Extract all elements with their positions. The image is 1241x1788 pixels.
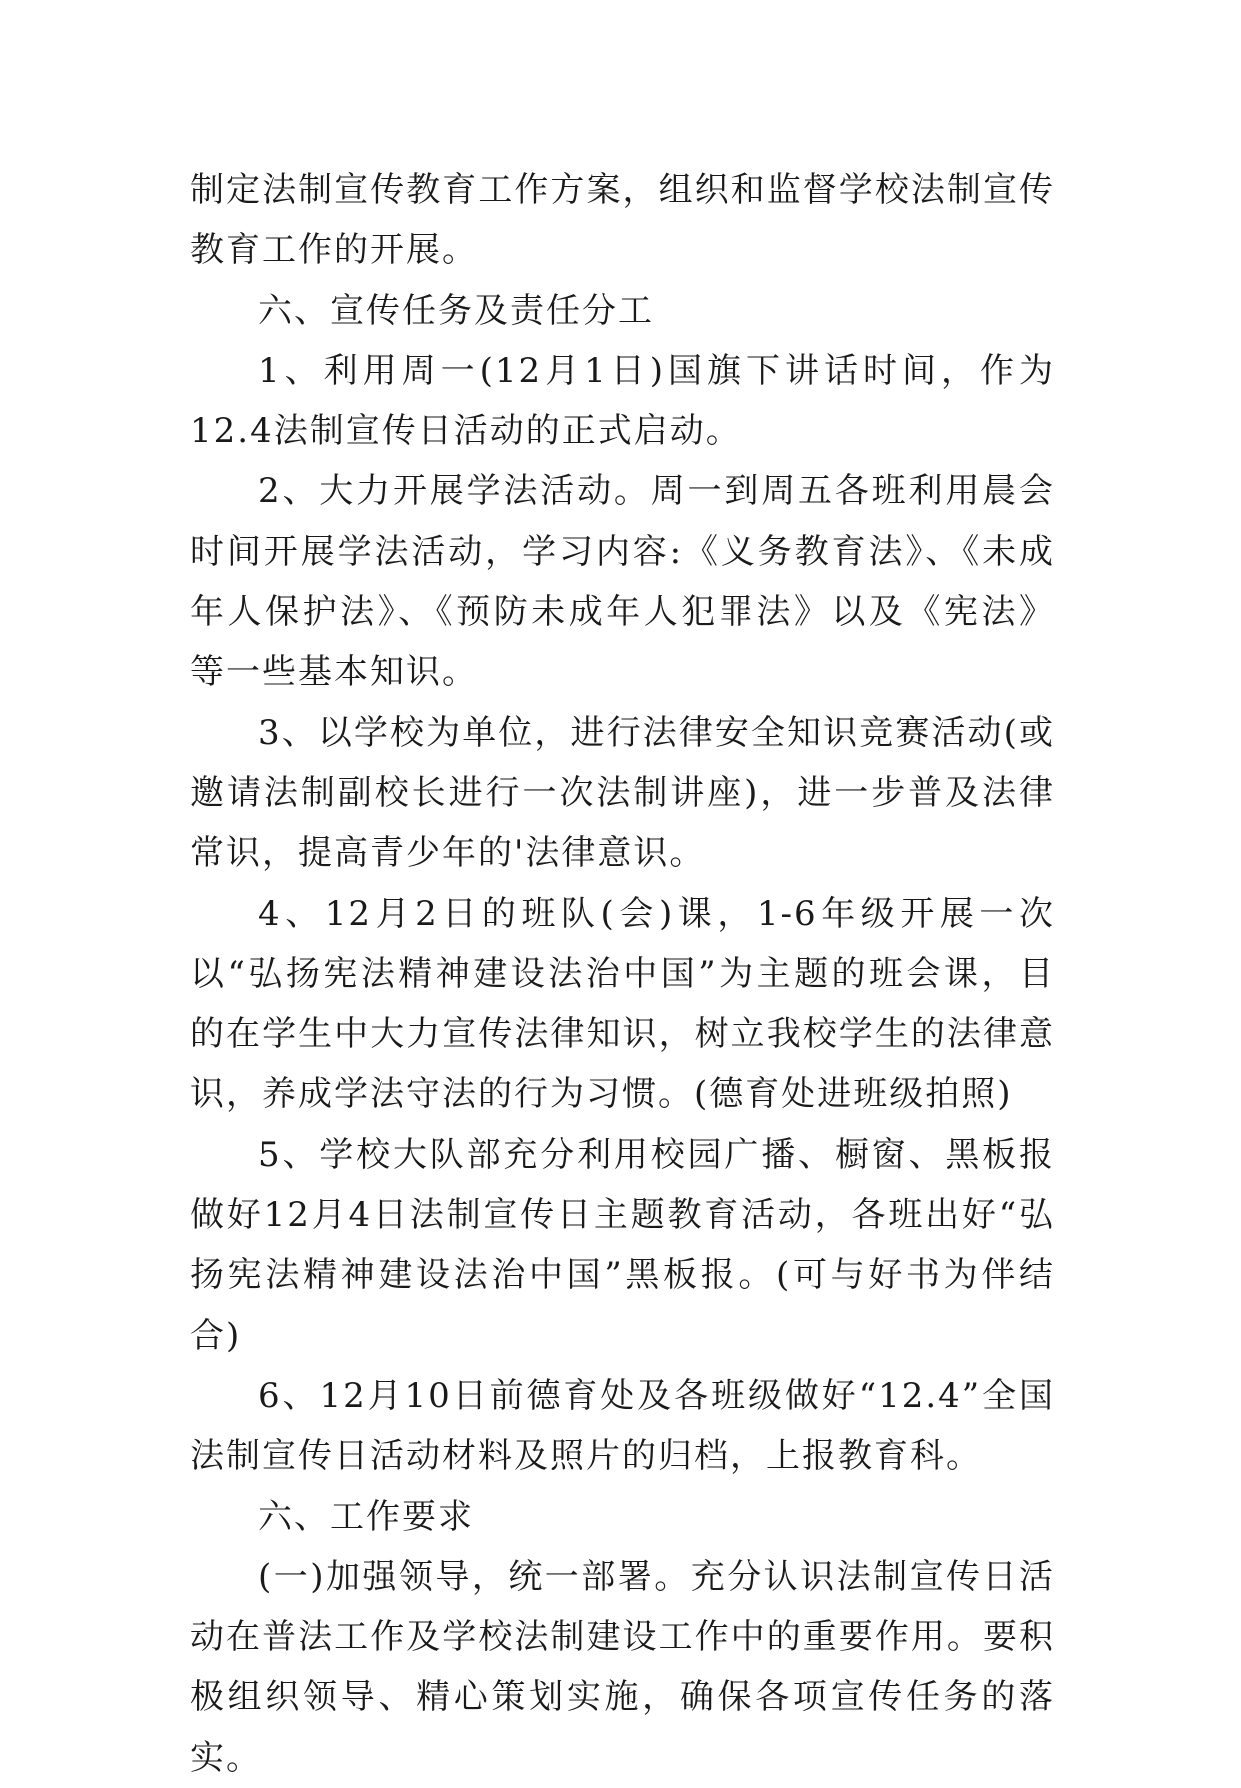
paragraph-task-6: 6、12月10日前德育处及各班级做好“12.4”全国法制宣传日活动材料及照片的归档，上报教育科。 — [190, 1375, 1055, 1477]
heading-tasks: 六、宣传任务及责任分工 — [258, 290, 654, 331]
document-body — [190, 160, 1055, 1788]
paragraph-task-1: 1、利用周一(12月1日)国旗下讲话时间，作为12.4法制宣传日活动的正式启动。 — [190, 350, 1055, 452]
paragraph-intro: 制定法制宣传教育工作方案，组织和监督学校法制宣传教育工作的开展。 — [190, 170, 1055, 271]
paragraph-task-3: 3、以学校为单位，进行法律安全知识竞赛活动(或邀请法制副校长进行一次法制讲座)，进一步普及法律常识，提高青少年的'法律意识。 — [190, 712, 1055, 874]
paragraph-task-4: 4、12月2日的班队(会)课，1-6年级开展一次以“弘扬宪法精神建设法治中国”为主题的班会课，目的在学生中大力宣传法律知识，树立我校学生的法律意识，养成学法守法的行为习惯。(德育处进班级拍照) — [190, 893, 1055, 1115]
paragraph-requirement-1: (一)加强领导，统一部署。充分认识法制宣传日活动在普法工作及学校法制建设工作中的重要作用。要积极组织领导、精心策划实施，确保各项宣传任务的落实。 — [190, 1556, 1055, 1778]
paragraph-task-5: 5、学校大队部充分利用校园广播、橱窗、黑板报做好12月4日法制宣传日主题教育活动，各班出好“弘扬宪法精神建设法治中国”黑板报。(可与好书为伴结合) — [190, 1134, 1055, 1356]
paragraph-task-2: 2、大力开展学法活动。周一到周五各班利用晨会时间开展学法活动，学习内容:《义务教育法》、《未成年人保护法》、《预防未成年人犯罪法》以及《宪法》等一些基本知识。 — [190, 471, 1055, 693]
heading-requirements: 六、工作要求 — [258, 1496, 474, 1537]
